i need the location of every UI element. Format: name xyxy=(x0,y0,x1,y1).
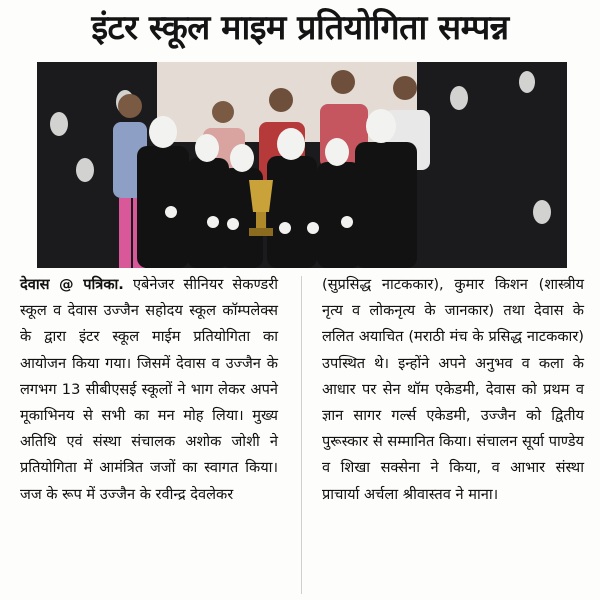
photo-illustration xyxy=(37,62,567,268)
dateline: देवास @ पत्रिका. xyxy=(20,276,124,293)
column-left-text: एबेनेजर सीनियर सेकण्डरी स्कूल व देवास उज्जैन सहोदय स्कूल कॉम्पलेक्स के द्वारा इंटर स्कूल माईम प्रतियोगिता का आयोजन किया गया। जिसमें देवास व उज्जैन के लगभग 13 सीबीएसई स्कूलों ने भाग लेकर अपने मूकाभिनय से सभी का मन मोह लिया। मुख्य अतिथि एवं संस्था संचालक अशोक जोशी ने प्रतियोगिता में आमंत्रित जजों का स्वागत किया। जज के रूप में उज्जैन के रवीन्द्र देवलेकर xyxy=(20,276,278,503)
column-right-text: (सुप्रसिद्ध नाटककार), कुमार किशन (शास्त्रीय नृत्य व लोकनृत्य के जानकार) तथा देवास के ललित अयाचित (मराठी मंच के प्रसिद्ध नाटककार) उपस्थित थे। इन्होंने अपने अनुभव व कला के आधार पर सेन थॉम एकेडमी, देवास को प्रथम व ज्ञान सागर गर्ल्स एकेडमी, उज्जैन को द्वितीय पुरूस्कार से सम्मानित किया। संचालन सूर्या पाण्डेय व शिखा सक्सेना ने किया, व आभार संस्था प्राचार्या अर्चला श्रीवास्तव ने माना। xyxy=(322,276,584,503)
headline: इंटर स्कूल माइम प्रतियोगिता सम्पन्न xyxy=(91,8,509,48)
article-column-left xyxy=(20,272,278,508)
article-column-right xyxy=(322,272,584,508)
news-photo-mime-group xyxy=(37,62,567,268)
column-divider xyxy=(301,276,302,594)
